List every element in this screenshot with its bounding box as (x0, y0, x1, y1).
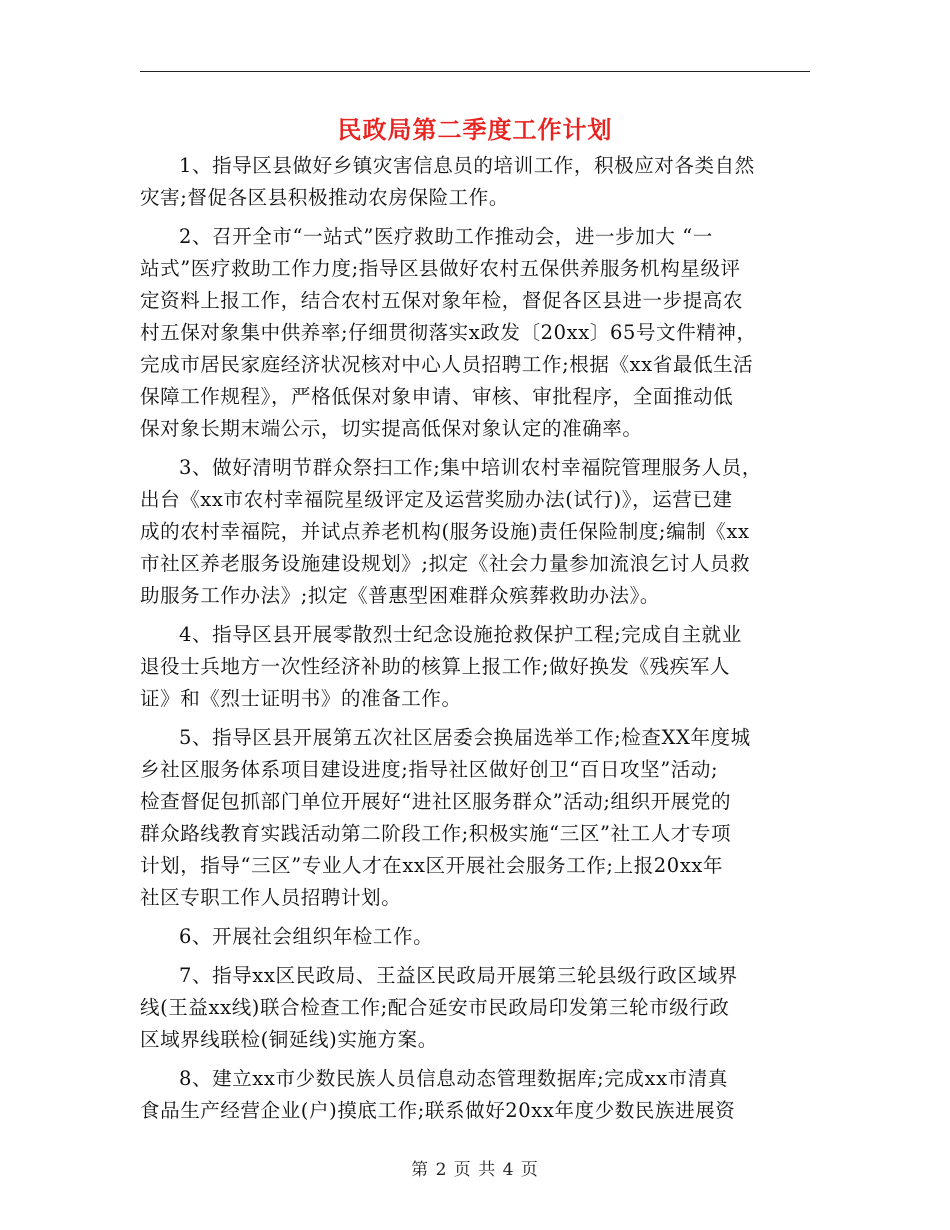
header-rule (140, 71, 810, 72)
paragraph-8: 8、建立xx市少数民族人员信息动态管理数据库;完成xx市清真 食品生产经营企业(户)摸底工作;联系做好20xx年度少数民族进展资 (140, 1067, 736, 1122)
document-title: 民政局第二季度工作计划 (337, 115, 613, 144)
paragraph-1: 1、指导区县做好乡镇灾害信息员的培训工作，积极应对各类自然 灾害;督促各区县积极推动农房保险工作。 (140, 154, 755, 209)
paragraph-3: 3、做好清明节群众祭扫工作;集中培训农村幸福院管理服务人员， 出台《xx市农村幸福院星级评定及运营奖励办法(试行)》，运营已建 成的农村幸福院，并试点养老机构(服务设施)责任保险制度;编制《xx 市社区养老服务设施建设规划》;拟定《社会力量参加流浪乞讨人员救 助服务工作办法》;拟定《普惠型困难群众殡葬救助办法》。 (140, 456, 762, 607)
page-number-footer: 第 2 页 共 4 页 (411, 1160, 539, 1180)
document-body (140, 150, 810, 1134)
paragraph-6: 6、开展社会组织年检工作。 (179, 925, 434, 948)
paragraph-4: 4、指导区县开展零散烈士纪念设施抢救保护工程;完成自主就业 退役士兵地方一次性经济补助的核算上报工作;做好换发《残疾军人 证》和《烈士证明书》的准备工作。 (140, 623, 742, 710)
paragraph-7: 7、指导xx区民政局、王益区民政局开展第三轮县级行政区域界 线(王益xx线)联合检查工作;配合延安市民政局印发第三轮市级行政 区域界线联检(铜延线)实施方案。 (140, 964, 738, 1051)
paragraph-2: 2、召开全市“一站式”医疗救助工作推动会，进一步加大 “一 站式”医疗救助工作力度;指导区县做好农村五保供养服务机构星级评 定资料上报工作，结合农村五保对象年检，督促各区县进一步提高农 村五保对象集中供养率;仔细贯彻落实x政发〔20xx〕65号文件精神， 完成市居民家庭经济状况核对中心人员招聘工作;根据《xx省最低生活 保障工作规程》，严格低保对象申请、审核、审批程序，全面推动低 保对象长期末端公示，切实提高低保对象认定的准确率。 (140, 225, 757, 440)
paragraph-5: 5、指导区县开展第五次社区居委会换届选举工作;检查XX年度城 乡社区服务体系项目建设进度;指导社区做好创卫“百日攻坚”活动; 检查督促包抓部门单位开展好“进社区服务群众”活动;组织开展党的 群众路线教育实践活动第二阶段工作;积极实施“三区”社工人才专项 计划，指导“三区”专业人才在xx区开展社会服务工作;上报20xx年 社区专职工作人员招聘计划。 (140, 726, 751, 909)
